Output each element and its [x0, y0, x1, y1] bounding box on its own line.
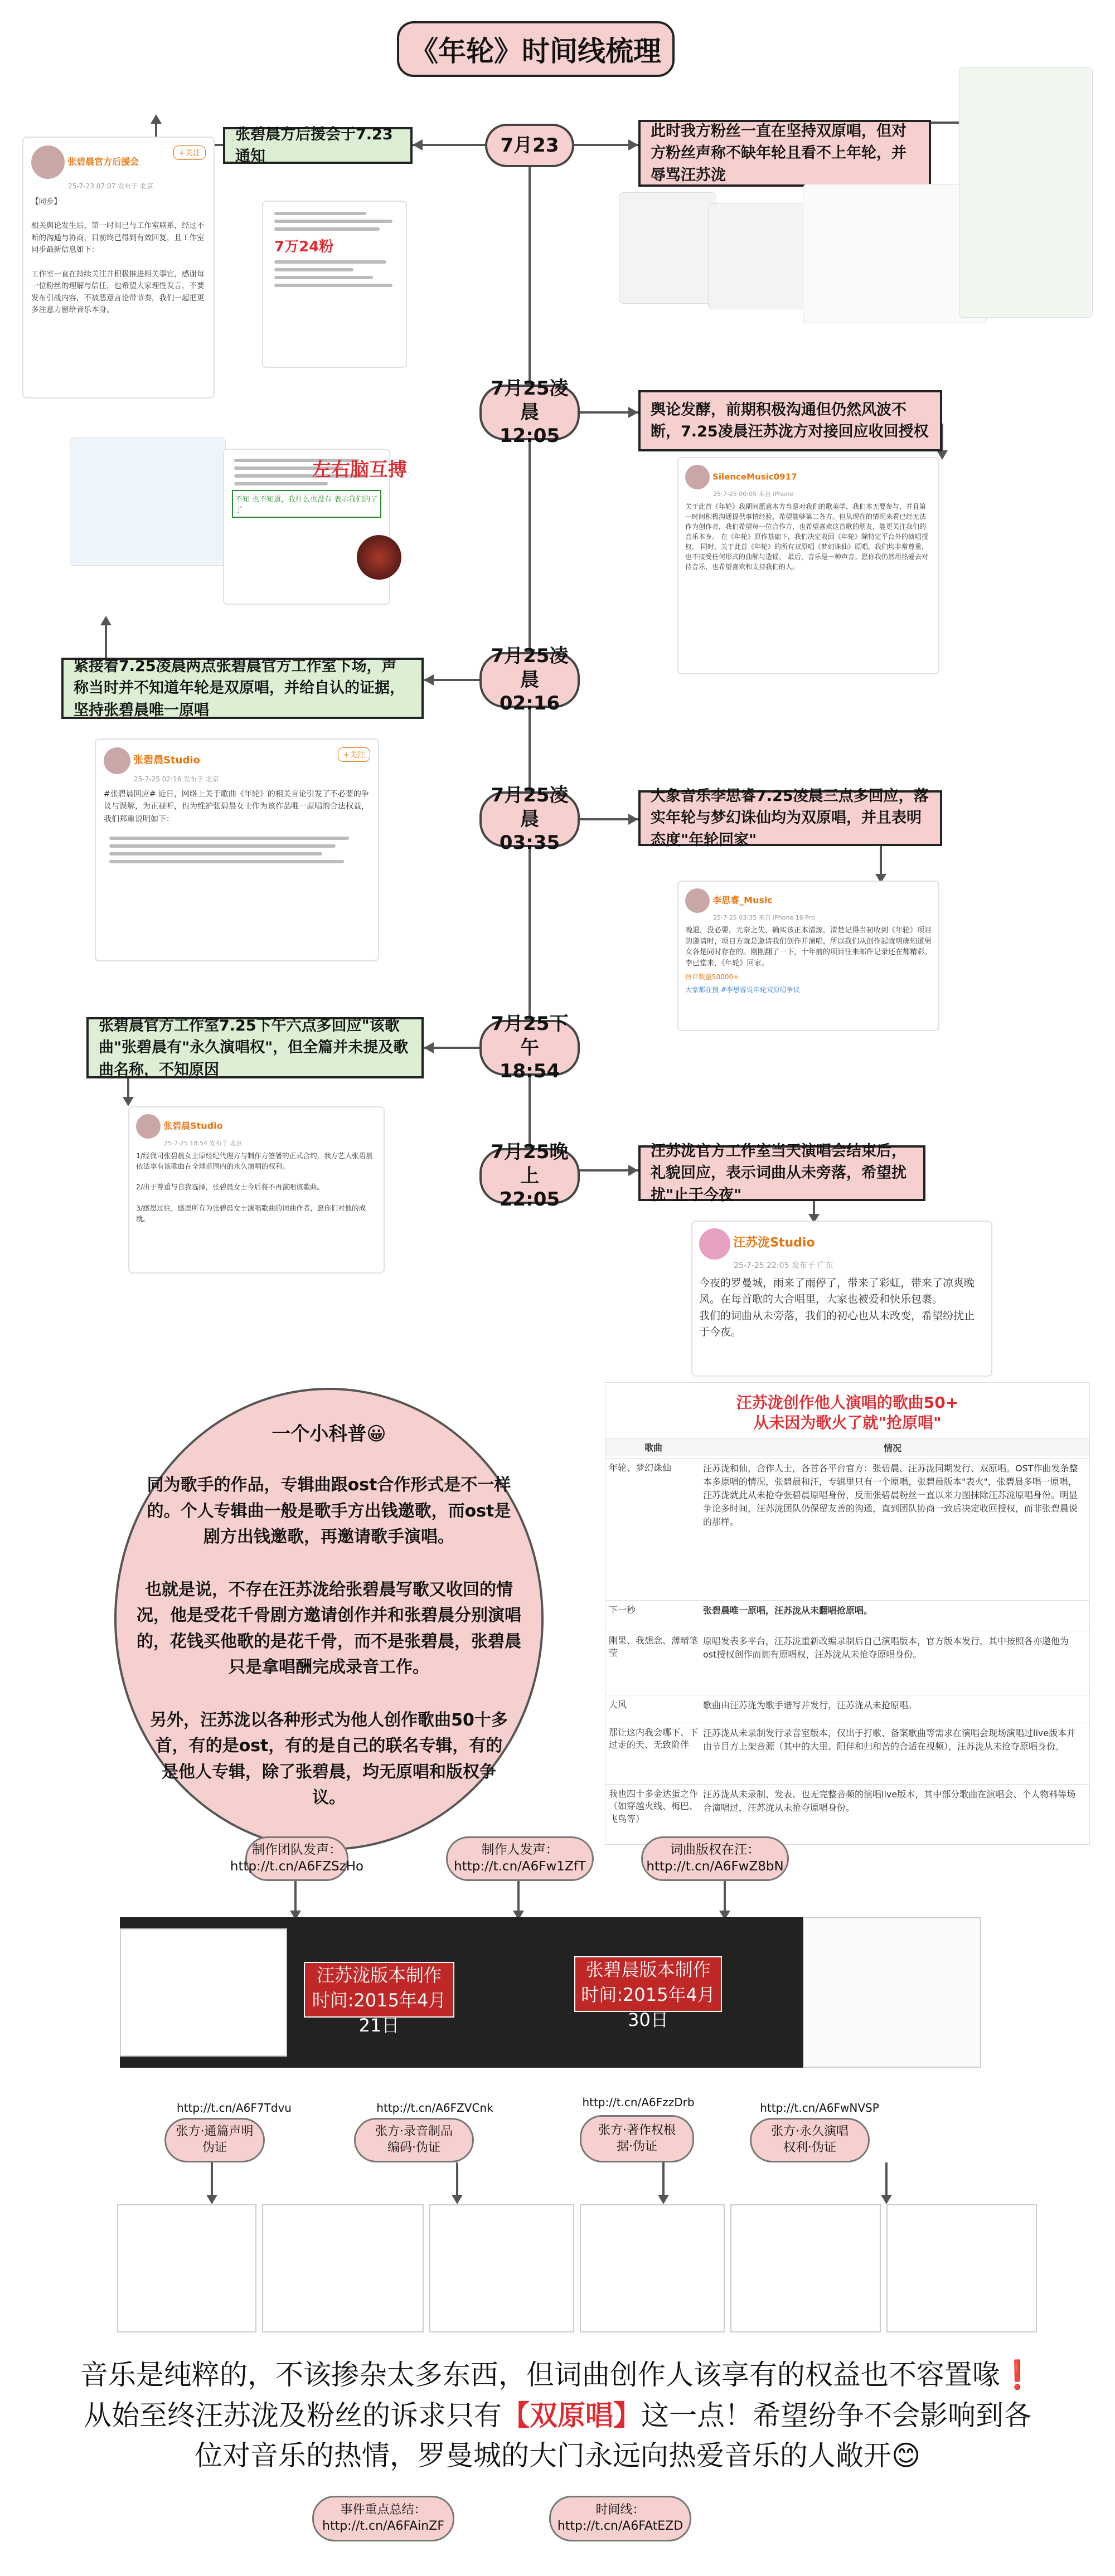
zbc-version-label: 张碧晨版本制作 时间:2015年4月30日	[574, 1956, 722, 2012]
science-content	[125, 1418, 532, 1811]
post-text: 【同步】 相关舆论发生后，第一时间已与工作室联系，经过不断的沟通与协商，目前终已得到有效回复，且工作室同步最新信息如下： 工作室一直在持续关注并积极推进相关事宜，感谢每一位粉丝的理解与信任，也希望大家理性发言，不要发布引战内容，不被恶意言论带节奏，我们一起把更多注意力留给音乐本身。	[31, 197, 205, 315]
screenshot-chat-right	[803, 1917, 981, 2068]
avatar	[31, 145, 65, 179]
event-fanclub-notice: 张碧晨方后援会于7.23通知	[223, 127, 413, 164]
smile-icon: 😀	[366, 1423, 386, 1445]
chat-highlight: 7万24粉	[274, 239, 334, 255]
post-card-zbc-studio-1854	[128, 1106, 385, 1274]
science-para-1: 同为歌手的作品，专辑曲跟ost合作形式是不一样的。个人专辑曲一般是歌手方出钱邀歌，而ost是剧方出钱邀歌，再邀请歌手演唱。	[147, 1475, 511, 1547]
evidence-url-4[interactable]: http://t.cn/A6FwNVSP	[760, 2101, 879, 2115]
link-production-team[interactable]: 制作团队发声： http://t.cn/A6FZSzHo	[245, 1836, 348, 1881]
timeline-node-0725-0335: 7月25凌晨 03:35	[479, 791, 580, 847]
post-card-wsl-studio	[691, 1221, 992, 1377]
post-card-fanclub	[22, 137, 215, 398]
screenshot-contract-evidence	[70, 438, 226, 566]
avatar	[685, 465, 710, 489]
leftright-label: 左右脑互搏	[312, 459, 407, 481]
post-meta: 25-7-25 00:05 来自 iPhone	[713, 490, 794, 498]
timeline-node-0723: 7月23	[485, 124, 574, 167]
post-card-fan-chat	[262, 201, 407, 368]
event-wsl-studio-response: 汪苏泷官方工作室当天演唱会结束后，礼貌回应，表示词曲从未旁落，希望扰扰"止于今夜"	[638, 1145, 925, 1201]
smile-icon: 😊	[891, 2439, 921, 2472]
timeline-node-0725-0216: 7月25凌晨 02:16	[479, 652, 580, 708]
science-para-2: 也就是说，不存在汪苏泷给张碧晨写歌又收回的情况，他是受花千骨剧方邀请创作并和张碧晨分别演唱的，花钱买他歌的是花千骨，而不是张碧晨，张碧晨只是拿唱酬完成录音工作。	[137, 1579, 521, 1677]
timeline-node-0725-1854: 7月25下午 18:54	[479, 1020, 580, 1076]
table-row: 大风 歌曲由汪苏泷为歌手谱写并发行，汪苏泷从未抢原唱。	[605, 1695, 1089, 1720]
table-row: 下一秒 张碧晨唯一原唱，汪苏泷从未翻唱抢原唱。	[605, 1600, 1089, 1629]
avatar	[136, 1114, 161, 1139]
post-text: 今夜的罗曼城，雨来了雨停了，带来了彩虹，带来了凉爽晚风。在每首歌的大合唱里，大家也被爱和快乐包裹。 我们的词曲从未旁落，我们的初心也从未改变，希望纷扰止于今夜。	[699, 1277, 975, 1339]
post-meta: 25-7-25 02:16 发布于 北京	[134, 775, 219, 783]
table-row: 我也四十多金达蛋之作（如穿越火线、梅巴、飞鸟等） 汪苏泷从未录制、发表、也无完整音频的演唱live版本，其中部分歌曲在演唱会、个人物料等场合演唱过，汪苏泷从未抢夺原唱身份。	[605, 1784, 1089, 1843]
evidence-doc-1	[117, 2204, 256, 2332]
post-text: 1/经我司张碧晨女士原经纪代理方与制作方签署的正式合约，我方艺人张碧晨依法享有该歌曲在全球范围内的永久演唱的权利。 2/出于尊重与自我选择，张碧晨女士今后将不再演唱该歌曲。 3/感恩过往，感恩所有为张碧晨女士演唱歌曲的词曲作者，愿你们对他的成就。	[136, 1151, 373, 1223]
post-meta: 25-7-23 07:07 发布于 北京	[68, 182, 153, 190]
post-text: #张碧晨回应# 近日，网络上关于歌曲《年轮》的相关言论引发了不必要的争议与误解，为正视听，也为维护张碧晨女士作为该作品唯一原唱的合法权益，我们郑重说明如下：	[104, 790, 369, 824]
conclusion-text	[78, 2355, 1037, 2476]
table-row: 刚果、我想念、薄晴笔莹 原唱发表多平台，汪苏泷重新改编录制后自己演唱版本，官方版本发行，其中按照各亦邀他为ost授权创作而拥有原唱权，汪苏泷从未抢夺原唱身份。	[605, 1631, 1089, 1693]
table-row: 那让这内我会哪下、下过走的天、无致阶伴 汪苏泷从未录制发行录音室版本，仅出于打歌、备案歌曲等需求在演唱会现场演唱过live版本并由节目方上架音源（其中的大里、阳伴和归和苦的合适在视频），汪苏泷从未抢夺原唱身份。	[605, 1723, 1089, 1782]
trending-search[interactable]: 大家都在搜 #李思睿说年轮双原唱争议	[685, 986, 800, 994]
link-key-summary[interactable]: 事件重点总结： http://t.cn/A6FAinZF	[312, 2496, 454, 2541]
evidence-bubble-2[interactable]: 张方·录音制品 编码·伪证	[354, 2118, 474, 2162]
hot-count-badge: 热评数量50000+	[685, 973, 739, 981]
post-card-silence-music	[677, 457, 939, 674]
avatar	[104, 747, 130, 774]
link-timeline[interactable]: 时间线： http://t.cn/A6FAtEZD	[549, 2496, 691, 2541]
timeline-node-0725-1205: 7月25凌晨 12:05	[479, 385, 580, 440]
post-meta: 25-7-25 03:35 来自 iPhone 16 Pro	[713, 914, 815, 921]
event-revoke-authorization: 舆论发酵，前期积极沟通但仍然风波不断，7.25凌晨汪苏泷方对接回应收回授权	[638, 390, 942, 451]
post-text: 晚退，没必要，无奈之失，确实该正本清源。清楚记得当初收到《年轮》项目的邀请时，项目方就是邀请我们创作并演唱，所以我们从创作起就明确知道男女各是同时存在的。刚刚翻了一下，十年前的项目往来邮件记录还在都精彩。李已堂来，《年轮》回家。	[685, 926, 932, 968]
post-handle: 汪苏泷Studio	[733, 1236, 815, 1250]
evidence-bubble-4[interactable]: 张方·永久演唱 权利·伪证	[750, 2118, 870, 2162]
science-title: 一个小科普	[272, 1423, 367, 1445]
link-copyright[interactable]: 词曲版权在汪： http://t.cn/A6FwZ8bN	[641, 1836, 789, 1881]
follow-button[interactable]: +关注	[173, 145, 206, 160]
post-meta: 25-7-25 22:05 发布于 广东	[734, 1261, 833, 1270]
wsl-version-label: 汪苏泷版本制作 时间:2015年4月21日	[304, 1962, 454, 2018]
science-para-3: 另外，汪苏泷以各种形式为他人创作歌曲50十多首，有的是ost，有的是自己的联名专辑，有的是他人专辑，除了张碧晨，均无原唱和版权争议。	[150, 1710, 508, 1807]
post-card-lisirui	[677, 881, 939, 1031]
exclamation-icon: ❗	[1000, 2359, 1035, 2391]
evidence-doc-3	[429, 2204, 574, 2332]
screenshot-fans-comments-2	[708, 203, 808, 309]
brain-icon	[357, 535, 401, 580]
event-fans-double-original: 此时我方粉丝一直在坚持双原唱，但对方粉丝声称不缺年轮且看不上年轮，并辱骂汪苏泷	[638, 120, 931, 187]
conclusion-part-2: 从始至终汪苏泷及粉丝的诉求只有	[84, 2399, 502, 2432]
timeline-node-0725-2205: 7月25晚上 22:05	[479, 1148, 580, 1204]
post-text: 关于此首《年轮》我期间愿意本方当是对我们的歌美学，我们本无要参与，并且第一时间积极沟通提供事情经验，希望能够第二各方。但从现在的情况来看已经无法作为创作者，我们希望每一位合作方，也希望喜欢这首歌的朋友，能更关注我们的音乐本身。 在《年轮》原作基础下，我们决定收回《年轮》除特定平台外的演唱授权。 同时，关于此首《年轮》的所有双原唱《梦幻诛仙》原唱，我们均非常尊重，也不接受任何形式的曲解与造谣。 最后，音乐是一种声音。愿你我仍然用热爱去对待音乐，也希望喜欢和支持我们的人。	[685, 503, 928, 571]
table-row: 年轮、梦幻诛仙 汪苏泷和仙，合作人士，各首各平台官方：张碧晨、汪苏泷同期发行、双原唱。OST作曲发条整本多原唱的情况，张碧晨和汪，专辑里只有一个原唱，张碧晨版本"表火"，张碧晨多唱一原唱，汪苏泷就此从未抢夺张碧晨原唱身份，反而张碧晨粉丝一直以来力图抹除汪苏泷原唱身份。明显争论多时间，汪苏泷团队仍保留友善的沟通，直到团队协商一致后决定收回授权，而非张碧晨说的那样。	[605, 1458, 1089, 1598]
event-zbc-studio-claim: 紧接着7.25凌晨两点张碧晨官方工作室下场，声称当时并不知道年轮是双原唱，并给自认的证据，坚持张碧晨唯一原唱	[61, 658, 424, 719]
song-table	[605, 1382, 1090, 1845]
conclusion-part-3: 这一点！希望纷争不会影响到各位对音乐的热情，罗曼城的大门永远向热爱音乐的人敞开	[194, 2399, 1031, 2472]
evidence-url-1[interactable]: http://t.cn/A6F7Tdvu	[177, 2101, 292, 2115]
evidence-doc-2	[262, 2204, 424, 2332]
event-zbc-permanent-right: 张碧晨官方工作室7.25下午六点多回应"该歌曲"张碧晨有"永久演唱权"，但全篇并未提及歌曲名称，不知原因	[86, 1017, 424, 1078]
post-handle: 张碧晨官方后援会	[67, 156, 139, 167]
post-meta: 25-7-25 18:54 发布于 北京	[164, 1140, 243, 1147]
evidence-bubble-1[interactable]: 张方·通篇声明 伪证	[164, 2118, 265, 2162]
screenshot-fans-comments-1	[619, 192, 716, 304]
evidence-url-2[interactable]: http://t.cn/A6FZVCnk	[376, 2101, 493, 2115]
highlight-badge: 不知 也不知道，我什么也没有 表示我们的了了	[232, 490, 381, 518]
conclusion-highlight: 【双原唱】	[502, 2399, 641, 2432]
screenshot-fans-comments-4	[959, 67, 1093, 318]
link-producer[interactable]: 制作人发声： http://t.cn/A6Fw1ZfT	[446, 1836, 594, 1881]
conclusion-part-1: 音乐是纯粹的，不该掺杂太多东西，但词曲创作人该享有的权益也不容置喙	[80, 2359, 1000, 2391]
post-handle: 李思睿_Music	[712, 895, 773, 906]
follow-button[interactable]: +关注	[338, 747, 370, 762]
post-card-zbc-studio-0216	[95, 738, 379, 961]
table-header: 歌曲 情况	[605, 1438, 1089, 1456]
post-handle: 张碧晨Studio	[163, 1120, 223, 1131]
evidence-doc-4	[580, 2204, 725, 2332]
post-handle: 张碧晨Studio	[133, 754, 200, 766]
evidence-bubble-3[interactable]: 张方·著作权根 据·伪证	[580, 2115, 694, 2162]
avatar	[685, 888, 710, 913]
evidence-doc-5	[730, 2204, 881, 2332]
event-lisirui-response: 大象音乐李思睿7.25凌晨三点多回应，落实年轮与梦幻诛仙均为双原唱，并且表明态度"年轮回家"	[638, 790, 942, 846]
post-handle: SilenceMusic0917	[712, 472, 797, 482]
evidence-doc-6	[886, 2204, 1037, 2332]
screenshot-file-list-left	[120, 1928, 287, 2057]
table-title: 汪苏泷创作他人演唱的歌曲50+ 从未因为歌火了就"抢原唱"	[736, 1393, 959, 1432]
page-title: 《年轮》时间线梳理	[397, 21, 675, 77]
avatar	[699, 1228, 730, 1260]
evidence-url-3[interactable]: http://t.cn/A6FzzDrb	[582, 2096, 695, 2109]
